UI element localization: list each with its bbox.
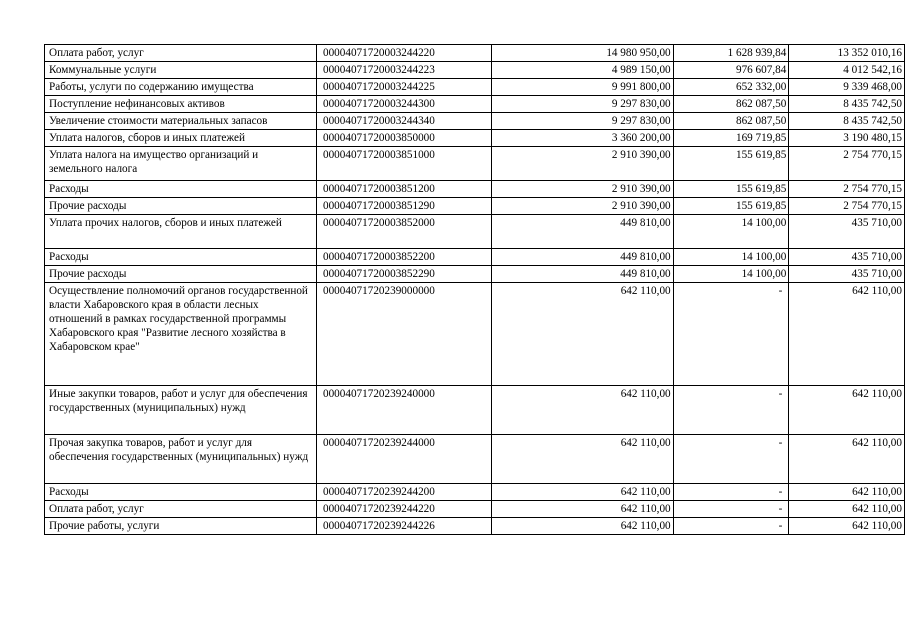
table-row [45, 79, 905, 96]
row-name-cell: Расходы [45, 181, 317, 198]
table-row [45, 386, 905, 435]
row-name-cell: Уплата прочих налогов, сборов и иных платежей [45, 215, 317, 249]
row-unexecuted-amount-cell: 642 110,00 [789, 484, 905, 501]
table-row [45, 62, 905, 79]
row-executed-amount-cell: 14 100,00 [673, 215, 789, 249]
row-executed-amount-cell: - [673, 484, 789, 501]
row-code-cell: 00004071720003851290 [316, 198, 491, 215]
budget-table-body [45, 45, 905, 535]
row-approved-amount-cell: 642 110,00 [492, 518, 674, 535]
table-row [45, 130, 905, 147]
row-name-cell: Прочие работы, услуги [45, 518, 317, 535]
row-name-cell: Увеличение стоимости материальных запасов [45, 113, 317, 130]
row-executed-amount-cell: 862 087,50 [673, 113, 789, 130]
row-approved-amount-cell: 14 980 950,00 [492, 45, 674, 62]
row-executed-amount-cell: 155 619,85 [673, 181, 789, 198]
row-approved-amount-cell: 9 297 830,00 [492, 96, 674, 113]
row-unexecuted-amount-cell: 9 339 468,00 [789, 79, 905, 96]
table-row [45, 435, 905, 484]
row-approved-amount-cell: 642 110,00 [492, 283, 674, 386]
row-approved-amount-cell: 642 110,00 [492, 501, 674, 518]
row-code-cell: 00004071720003852290 [316, 266, 491, 283]
row-code-cell: 00004071720239240000 [316, 386, 491, 435]
row-code-cell: 00004071720003851000 [316, 147, 491, 181]
row-code-cell: 00004071720003850000 [316, 130, 491, 147]
table-row [45, 249, 905, 266]
table-row [45, 45, 905, 62]
row-unexecuted-amount-cell: 435 710,00 [789, 215, 905, 249]
row-name-cell: Работы, услуги по содержанию имущества [45, 79, 317, 96]
row-code-cell: 00004071720003244300 [316, 96, 491, 113]
row-code-cell: 00004071720003244340 [316, 113, 491, 130]
row-executed-amount-cell: 862 087,50 [673, 96, 789, 113]
row-code-cell: 00004071720239244226 [316, 518, 491, 535]
row-executed-amount-cell: - [673, 501, 789, 518]
row-unexecuted-amount-cell: 4 012 542,16 [789, 62, 905, 79]
row-name-cell: Иные закупки товаров, работ и услуг для обеспечения государственных (муниципальных) нужд [45, 386, 317, 435]
row-code-cell: 00004071720003851200 [316, 181, 491, 198]
row-executed-amount-cell: 155 619,85 [673, 198, 789, 215]
row-name-cell: Прочая закупка товаров, работ и услуг для обеспечения государственных (муниципальных) нужд [45, 435, 317, 484]
row-unexecuted-amount-cell: 435 710,00 [789, 249, 905, 266]
table-row [45, 501, 905, 518]
row-executed-amount-cell: - [673, 518, 789, 535]
row-executed-amount-cell: 652 332,00 [673, 79, 789, 96]
row-executed-amount-cell: - [673, 435, 789, 484]
row-code-cell: 00004071720239244220 [316, 501, 491, 518]
row-name-cell: Осуществление полномочий органов государственной власти Хабаровского края в области лесных отношений в рамках государственной программы Хабаровского края "Развитие лесного хозяйства в Хабаровском крае" [45, 283, 317, 386]
row-approved-amount-cell: 2 910 390,00 [492, 198, 674, 215]
row-name-cell: Расходы [45, 484, 317, 501]
row-executed-amount-cell: - [673, 283, 789, 386]
table-row [45, 283, 905, 386]
row-unexecuted-amount-cell: 2 754 770,15 [789, 181, 905, 198]
row-executed-amount-cell: 155 619,85 [673, 147, 789, 181]
row-approved-amount-cell: 449 810,00 [492, 249, 674, 266]
row-name-cell: Уплата налогов, сборов и иных платежей [45, 130, 317, 147]
row-code-cell: 00004071720239244000 [316, 435, 491, 484]
row-unexecuted-amount-cell: 642 110,00 [789, 501, 905, 518]
row-name-cell: Прочие расходы [45, 266, 317, 283]
row-code-cell: 00004071720003244223 [316, 62, 491, 79]
row-unexecuted-amount-cell: 13 352 010,16 [789, 45, 905, 62]
row-unexecuted-amount-cell: 2 754 770,15 [789, 147, 905, 181]
table-row [45, 113, 905, 130]
row-executed-amount-cell: 14 100,00 [673, 266, 789, 283]
row-approved-amount-cell: 2 910 390,00 [492, 147, 674, 181]
row-unexecuted-amount-cell: 8 435 742,50 [789, 113, 905, 130]
table-row [45, 266, 905, 283]
table-row [45, 198, 905, 215]
row-approved-amount-cell: 2 910 390,00 [492, 181, 674, 198]
row-unexecuted-amount-cell: 642 110,00 [789, 283, 905, 386]
row-unexecuted-amount-cell: 8 435 742,50 [789, 96, 905, 113]
row-name-cell: Расходы [45, 249, 317, 266]
row-code-cell: 00004071720003244220 [316, 45, 491, 62]
row-unexecuted-amount-cell: 435 710,00 [789, 266, 905, 283]
row-code-cell: 00004071720239000000 [316, 283, 491, 386]
table-row [45, 181, 905, 198]
row-executed-amount-cell: 1 628 939,84 [673, 45, 789, 62]
row-executed-amount-cell: - [673, 386, 789, 435]
row-name-cell: Оплата работ, услуг [45, 501, 317, 518]
table-row [45, 147, 905, 181]
row-unexecuted-amount-cell: 642 110,00 [789, 435, 905, 484]
row-name-cell: Поступление нефинансовых активов [45, 96, 317, 113]
row-approved-amount-cell: 9 297 830,00 [492, 113, 674, 130]
budget-table [44, 44, 905, 535]
row-approved-amount-cell: 449 810,00 [492, 266, 674, 283]
row-name-cell: Прочие расходы [45, 198, 317, 215]
row-name-cell: Коммунальные услуги [45, 62, 317, 79]
row-executed-amount-cell: 976 607,84 [673, 62, 789, 79]
row-unexecuted-amount-cell: 642 110,00 [789, 386, 905, 435]
row-approved-amount-cell: 449 810,00 [492, 215, 674, 249]
row-code-cell: 00004071720239244200 [316, 484, 491, 501]
row-code-cell: 00004071720003852000 [316, 215, 491, 249]
row-code-cell: 00004071720003852200 [316, 249, 491, 266]
row-name-cell: Оплата работ, услуг [45, 45, 317, 62]
row-executed-amount-cell: 14 100,00 [673, 249, 789, 266]
row-code-cell: 00004071720003244225 [316, 79, 491, 96]
table-row [45, 96, 905, 113]
row-approved-amount-cell: 9 991 800,00 [492, 79, 674, 96]
row-approved-amount-cell: 642 110,00 [492, 386, 674, 435]
row-executed-amount-cell: 169 719,85 [673, 130, 789, 147]
row-unexecuted-amount-cell: 2 754 770,15 [789, 198, 905, 215]
row-approved-amount-cell: 642 110,00 [492, 435, 674, 484]
row-unexecuted-amount-cell: 642 110,00 [789, 518, 905, 535]
row-approved-amount-cell: 4 989 150,00 [492, 62, 674, 79]
row-name-cell: Уплата налога на имущество организаций и земельного налога [45, 147, 317, 181]
table-row [45, 518, 905, 535]
row-unexecuted-amount-cell: 3 190 480,15 [789, 130, 905, 147]
table-row [45, 484, 905, 501]
table-row [45, 215, 905, 249]
row-approved-amount-cell: 642 110,00 [492, 484, 674, 501]
row-approved-amount-cell: 3 360 200,00 [492, 130, 674, 147]
